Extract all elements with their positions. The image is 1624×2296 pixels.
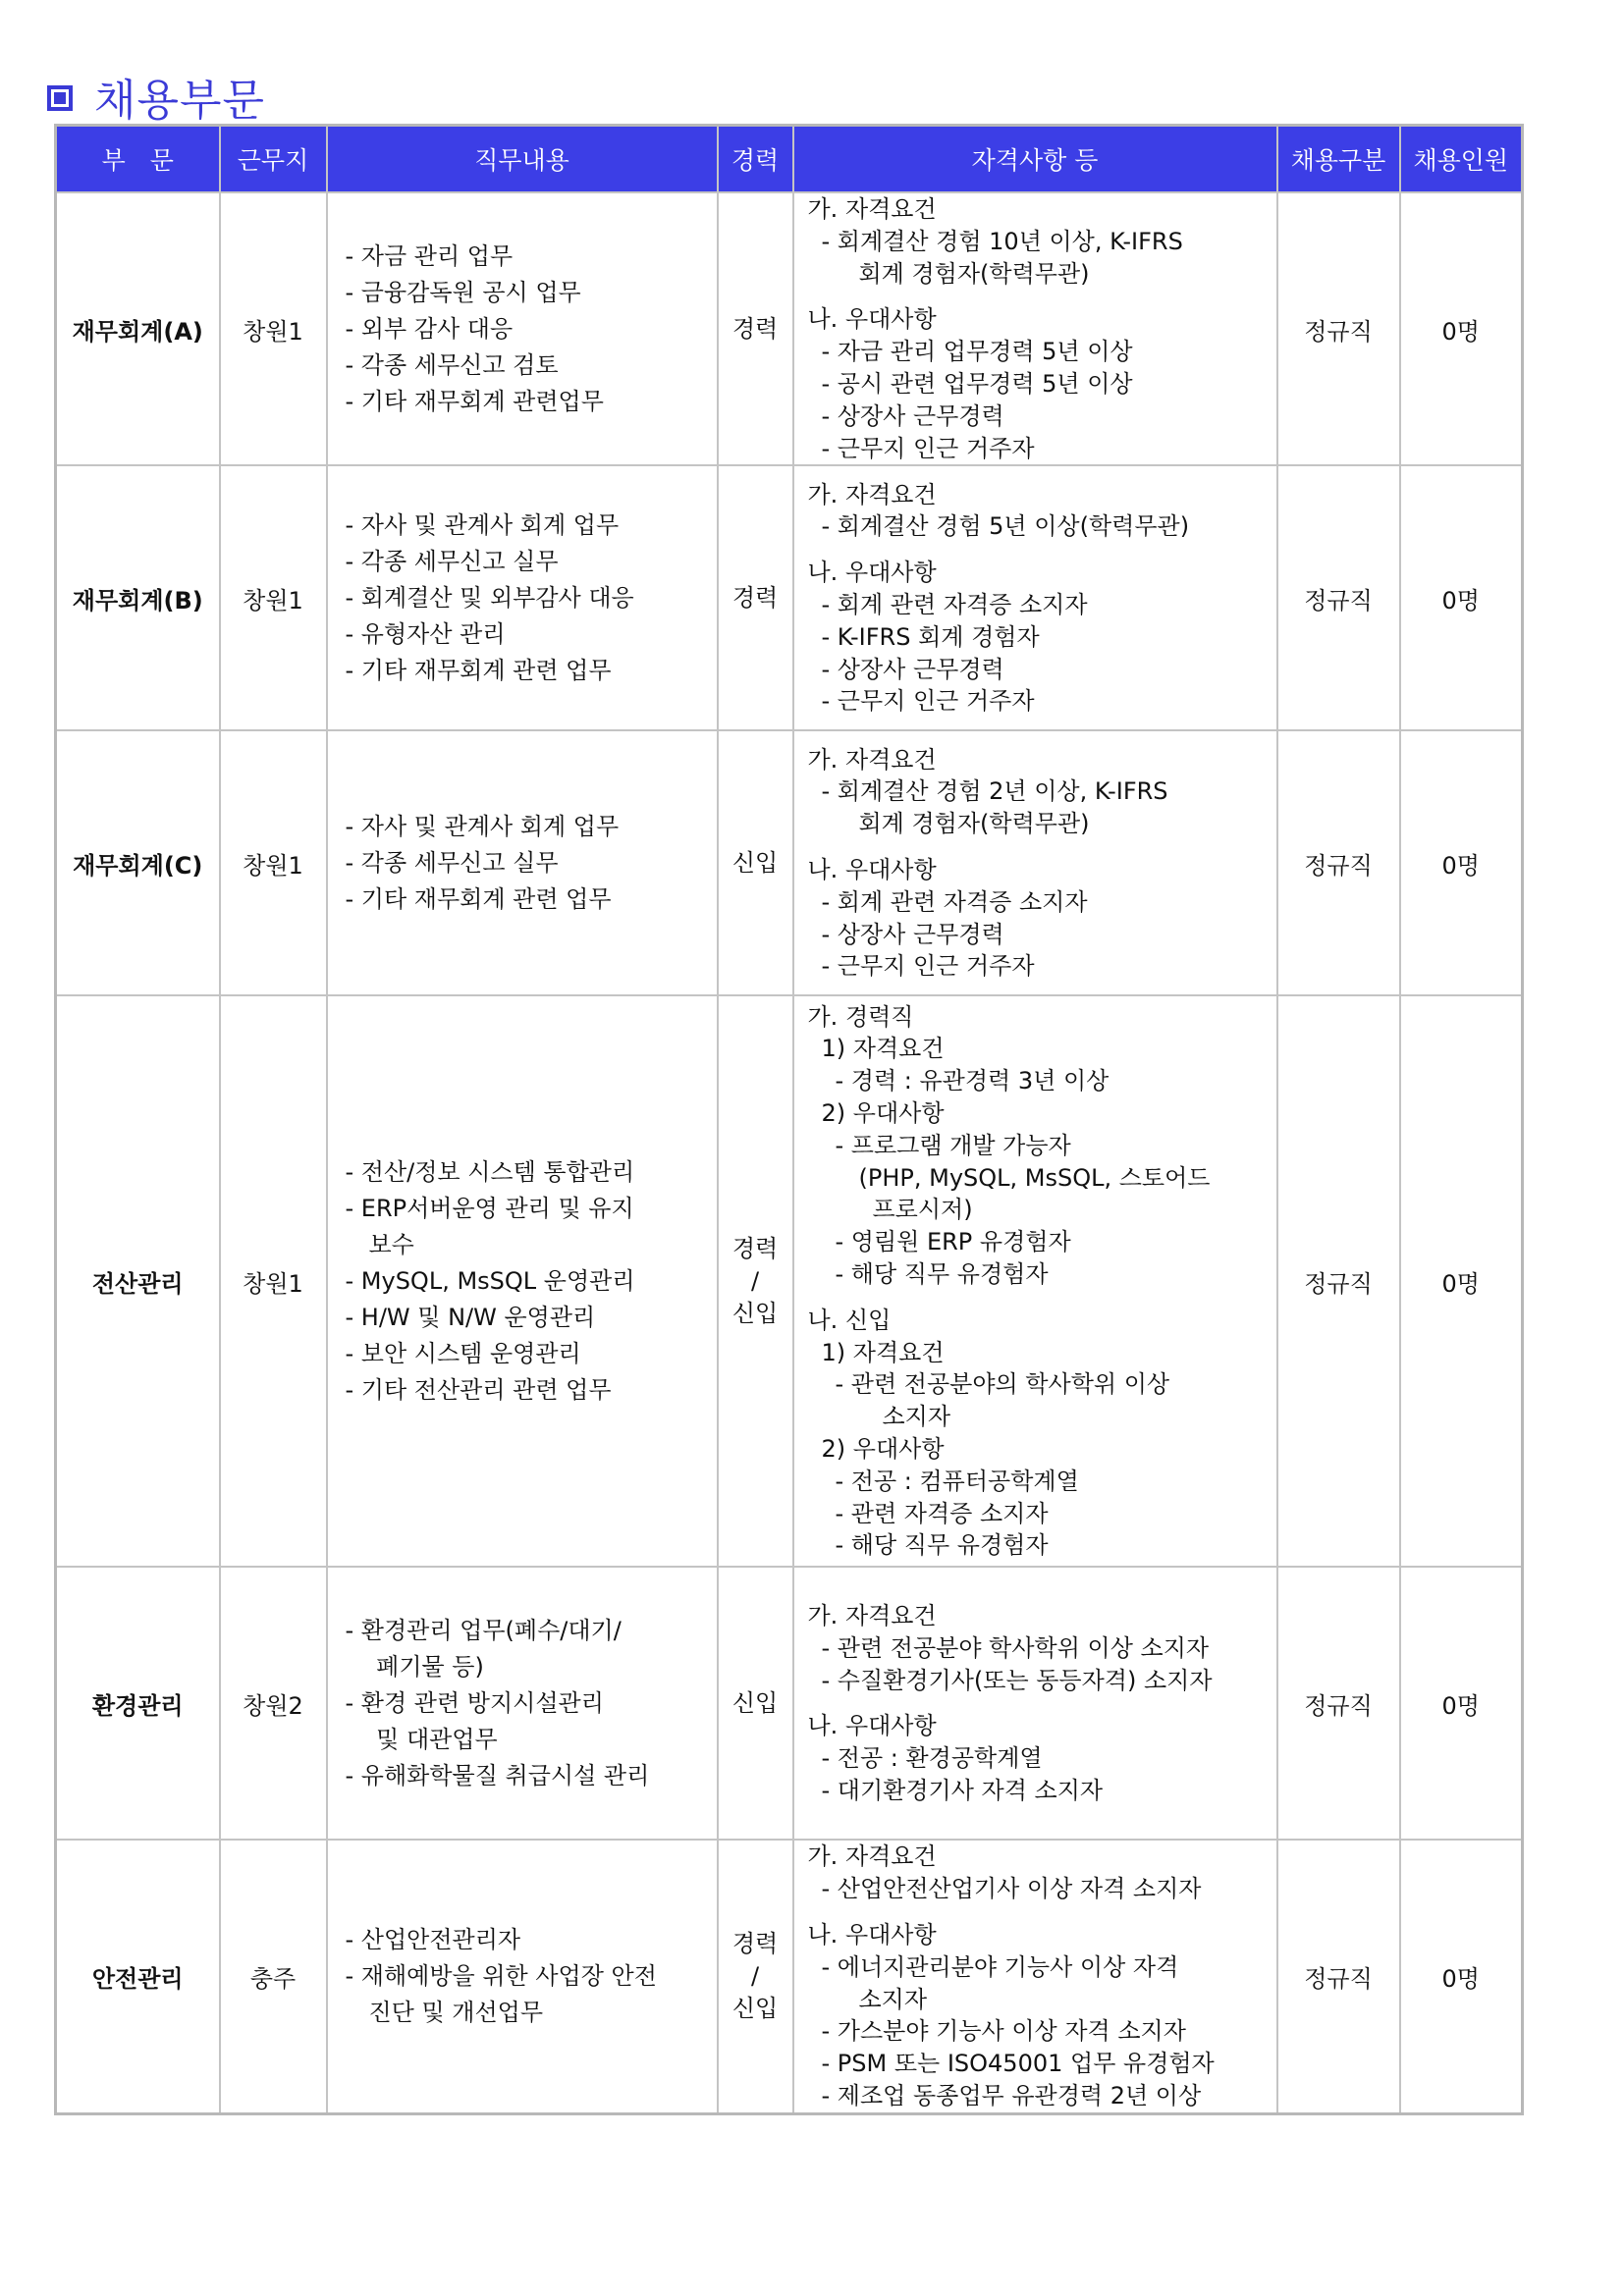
table-row	[56, 1840, 1523, 2113]
qualification-line: - 근무지 인근 거주자	[821, 952, 1035, 981]
career-cell	[718, 465, 793, 730]
duty-item: - 유해화학물질 취급시설 관리	[345, 1761, 650, 1789]
section-title	[47, 67, 265, 126]
duties-cell	[327, 465, 718, 730]
career-label: 경력	[731, 314, 779, 343]
qualifications-list	[794, 1600, 1276, 1807]
dept-cell: 재무회계(A)	[56, 192, 220, 465]
duty-item: - 환경 관련 방지시설관리	[345, 1688, 604, 1717]
qualification-line: - 회계 관련 자격증 소지자	[821, 590, 1088, 618]
table-row	[56, 192, 1523, 465]
location-cell: 창원1	[220, 730, 327, 995]
duty-item: - 유형자산 관리	[345, 619, 506, 648]
duties-cell	[327, 995, 718, 1567]
headcount-cell: 0명	[1400, 730, 1523, 995]
qualification-line: - 관련 자격증 소지자	[835, 1499, 1049, 1527]
location-cell: 충주	[220, 1840, 327, 2113]
dept-cell: 환경관리	[56, 1567, 220, 1840]
qualification-line: 나. 우대사항	[807, 855, 937, 883]
career-label: 경력	[731, 1234, 779, 1262]
career-cell	[718, 1567, 793, 1840]
spacer	[808, 1905, 1276, 1919]
qualifications-list	[794, 479, 1276, 719]
career-label: 신입	[731, 1299, 779, 1327]
duty-item: - 기타 재무회계 관련 업무	[345, 656, 612, 684]
qualification-line: - 가스분야 기능사 이상 자격 소지자	[821, 2017, 1186, 2046]
duty-item: - 각종 세무신고 실무	[345, 547, 559, 575]
dept-cell: 전산관리	[56, 995, 220, 1567]
spacer	[808, 1696, 1276, 1710]
qualification-line: - 제조업 동종업무 유관경력 2년 이상	[821, 2081, 1202, 2109]
qualification-line: - 해당 직무 유경험자	[835, 1259, 1049, 1288]
duty-item: - H/W 및 N/W 운영관리	[345, 1303, 596, 1331]
header-career: 경력	[718, 126, 793, 193]
header-dept: 부 문	[56, 126, 220, 193]
header-location: 근무지	[220, 126, 327, 193]
headcount-cell: 0명	[1400, 995, 1523, 1567]
career-label: /	[750, 1266, 760, 1295]
qualifications-list	[794, 1841, 1276, 2111]
qualification-line: - 회계결산 경험 5년 이상(학력무관)	[821, 512, 1190, 541]
section-title-text: 채용부문	[94, 76, 266, 126]
duty-item: - 기타 재무회계 관련업무	[345, 387, 604, 415]
duty-item: - 재해예방을 위한 사업장 안전	[345, 1962, 657, 1991]
career-label: /	[750, 1962, 760, 1991]
qualification-line: - 회계결산 경험 2년 이상, K-IFRS	[821, 777, 1168, 806]
qualification-line: 프로시저)	[872, 1196, 973, 1224]
career-cell	[718, 1840, 793, 2113]
duty-item: - 산업안전관리자	[345, 1926, 521, 1954]
qualification-line: - PSM 또는 ISO45001 업무 유경험자	[821, 2050, 1215, 2078]
duty-item: - 환경관리 업무(폐수/대기/	[345, 1616, 622, 1644]
qualifications-cell	[793, 995, 1277, 1567]
duty-item: - 자사 및 관계사 회계 업무	[345, 510, 620, 539]
career-label: 경력	[731, 1930, 779, 1958]
duty-item: - 자금 관리 업무	[345, 241, 514, 270]
qualification-line: - 공시 관련 업무경력 5년 이상	[821, 369, 1133, 398]
career-label: 신입	[731, 1995, 779, 2023]
employment-type-cell: 정규직	[1277, 730, 1400, 995]
header-headcount: 채용인원	[1400, 126, 1523, 193]
table-row	[56, 995, 1523, 1567]
qualification-line: 가. 경력직	[807, 1002, 914, 1031]
qualification-line: 나. 신입	[807, 1306, 892, 1334]
duties-cell	[327, 1567, 718, 1840]
qualification-line: (PHP, MySQL, MsSQL, 스토어드	[858, 1163, 1211, 1192]
career-cell	[718, 995, 793, 1567]
qualification-line: - 프로그램 개발 가능자	[835, 1131, 1071, 1159]
qualification-line: - 에너지관리분야 기능사 이상 자격	[821, 1952, 1179, 1981]
qualification-line: 나. 우대사항	[807, 1712, 937, 1740]
qualification-line: - 해당 직무 유경험자	[835, 1531, 1049, 1560]
qualifications-cell	[793, 1840, 1277, 2113]
qualification-line: - 전공 : 환경공학계열	[821, 1744, 1043, 1773]
qualification-line: 나. 우대사항	[807, 305, 937, 334]
qualifications-list	[794, 744, 1276, 984]
career-label: 경력	[731, 583, 779, 612]
qualification-line: 가. 자격요건	[807, 745, 937, 774]
qualification-line: 1) 자격요건	[821, 1338, 945, 1366]
duty-item: - 기타 전산관리 관련 업무	[345, 1375, 612, 1404]
header-duties: 직무내용	[327, 126, 718, 193]
table-row	[56, 1567, 1523, 1840]
table-header-row	[56, 126, 1523, 193]
career-cell	[718, 192, 793, 465]
header-qualifications: 자격사항 등	[793, 126, 1277, 193]
qualification-line: 나. 우대사항	[807, 559, 937, 587]
spacer	[808, 543, 1276, 557]
qualifications-cell	[793, 465, 1277, 730]
table-row	[56, 465, 1523, 730]
qualification-line: 2) 우대사항	[821, 1434, 945, 1463]
duties-list	[328, 239, 717, 420]
recruitment-table	[54, 124, 1524, 2115]
qualifications-cell	[793, 192, 1277, 465]
qualification-line: 가. 자격요건	[807, 195, 937, 223]
career-label: 신입	[731, 1688, 779, 1717]
spacer	[808, 1291, 1276, 1305]
duty-item: - 자사 및 관계사 회계 업무	[345, 812, 620, 840]
qualification-line: - 자금 관리 업무경력 5년 이상	[821, 338, 1133, 366]
headcount-cell: 0명	[1400, 192, 1523, 465]
qualification-line: - 관련 전공분야 학사학위 이상 소지자	[821, 1633, 1210, 1662]
qualification-line: - 근무지 인근 거주자	[821, 434, 1035, 462]
duty-item: - ERP서버운영 관리 및 유지	[345, 1194, 634, 1222]
duties-list	[328, 1922, 717, 2031]
employment-type-cell: 정규직	[1277, 192, 1400, 465]
qualification-line: 회계 경험자(학력무관)	[858, 259, 1090, 288]
qualifications-cell	[793, 730, 1277, 995]
header-employment-type: 채용구분	[1277, 126, 1400, 193]
duty-item: - 외부 감사 대응	[345, 314, 514, 343]
duty-item: 진단 및 개선업무	[345, 1999, 544, 2027]
dept-cell: 재무회계(C)	[56, 730, 220, 995]
qualification-line: - 전공 : 컴퓨터공학계열	[835, 1467, 1079, 1495]
duties-cell	[327, 730, 718, 995]
qualification-line: 소지자	[858, 1985, 928, 2013]
qualification-line: - 영림원 ERP 유경험자	[835, 1228, 1071, 1256]
career-cell	[718, 730, 793, 995]
qualification-line: 나. 우대사항	[807, 1920, 937, 1949]
duty-item: - 회계결산 및 외부감사 대응	[345, 583, 634, 612]
duty-item: - 각종 세무신고 검토	[345, 350, 559, 379]
dept-cell: 안전관리	[56, 1840, 220, 2113]
location-cell: 창원2	[220, 1567, 327, 1840]
qualification-line: 가. 자격요건	[807, 480, 937, 508]
qualification-line: 가. 자격요건	[807, 1601, 937, 1629]
qualification-line: 소지자	[882, 1403, 951, 1431]
qualification-line: - 근무지 인근 거주자	[821, 687, 1035, 716]
duty-item: 폐기물 등)	[345, 1652, 484, 1681]
duties-cell	[327, 192, 718, 465]
employment-type-cell: 정규직	[1277, 1567, 1400, 1840]
location-cell: 창원1	[220, 192, 327, 465]
qualifications-list	[794, 193, 1276, 464]
employment-type-cell: 정규직	[1277, 995, 1400, 1567]
duties-cell	[327, 1840, 718, 2113]
qualification-line: - 상장사 근무경력	[821, 401, 1004, 430]
duty-item: - 전산/정보 시스템 통합관리	[345, 1157, 635, 1186]
location-cell: 창원1	[220, 465, 327, 730]
qualification-line: - K-IFRS 회계 경험자	[821, 622, 1040, 651]
qualification-line: 1) 자격요건	[821, 1035, 945, 1063]
duty-item: - 기타 재무회계 관련 업무	[345, 884, 612, 913]
qualification-line: - 대기환경기사 자격 소지자	[821, 1776, 1104, 1804]
spacer	[808, 840, 1276, 854]
qualification-line: 회계 경험자(학력무관)	[858, 810, 1090, 838]
headcount-cell: 0명	[1400, 465, 1523, 730]
qualification-line: - 상장사 근무경력	[821, 920, 1004, 948]
qualification-line: 2) 우대사항	[821, 1098, 945, 1127]
duty-item: 보수	[345, 1230, 414, 1258]
duties-list	[328, 809, 717, 918]
qualification-line: - 산업안전산업기사 이상 자격 소지자	[821, 1875, 1202, 1903]
duties-list	[328, 1154, 717, 1409]
duty-item: - 금융감독원 공시 업무	[345, 278, 581, 306]
qualification-line: - 관련 전공분야의 학사학위 이상	[835, 1370, 1170, 1399]
qualification-line: - 회계결산 경험 10년 이상, K-IFRS	[821, 227, 1183, 255]
qualifications-cell	[793, 1567, 1277, 1840]
employment-type-cell: 정규직	[1277, 1840, 1400, 2113]
employment-type-cell: 정규직	[1277, 465, 1400, 730]
duty-item: 및 대관업무	[345, 1725, 498, 1753]
duty-item: - MySQL, MsSQL 운영관리	[345, 1266, 635, 1295]
location-cell: 창원1	[220, 995, 327, 1567]
headcount-cell: 0명	[1400, 1840, 1523, 2113]
duties-list	[328, 507, 717, 689]
square-bullet-icon	[47, 85, 73, 111]
qualification-line: - 회계 관련 자격증 소지자	[821, 887, 1088, 916]
qualification-line: - 수질환경기사(또는 동등자격) 소지자	[821, 1666, 1213, 1694]
qualification-line: - 경력 : 유관경력 3년 이상	[835, 1067, 1110, 1095]
dept-cell: 재무회계(B)	[56, 465, 220, 730]
duty-item: - 각종 세무신고 실무	[345, 848, 559, 877]
career-label: 신입	[731, 848, 779, 877]
spacer	[808, 290, 1276, 303]
qualifications-list	[794, 1001, 1276, 1563]
headcount-cell: 0명	[1400, 1567, 1523, 1840]
duties-list	[328, 1613, 717, 1794]
qualification-line: 가. 자격요건	[807, 1842, 937, 1871]
table-row	[56, 730, 1523, 995]
duty-item: - 보안 시스템 운영관리	[345, 1339, 581, 1367]
qualification-line: - 상장사 근무경력	[821, 655, 1004, 683]
